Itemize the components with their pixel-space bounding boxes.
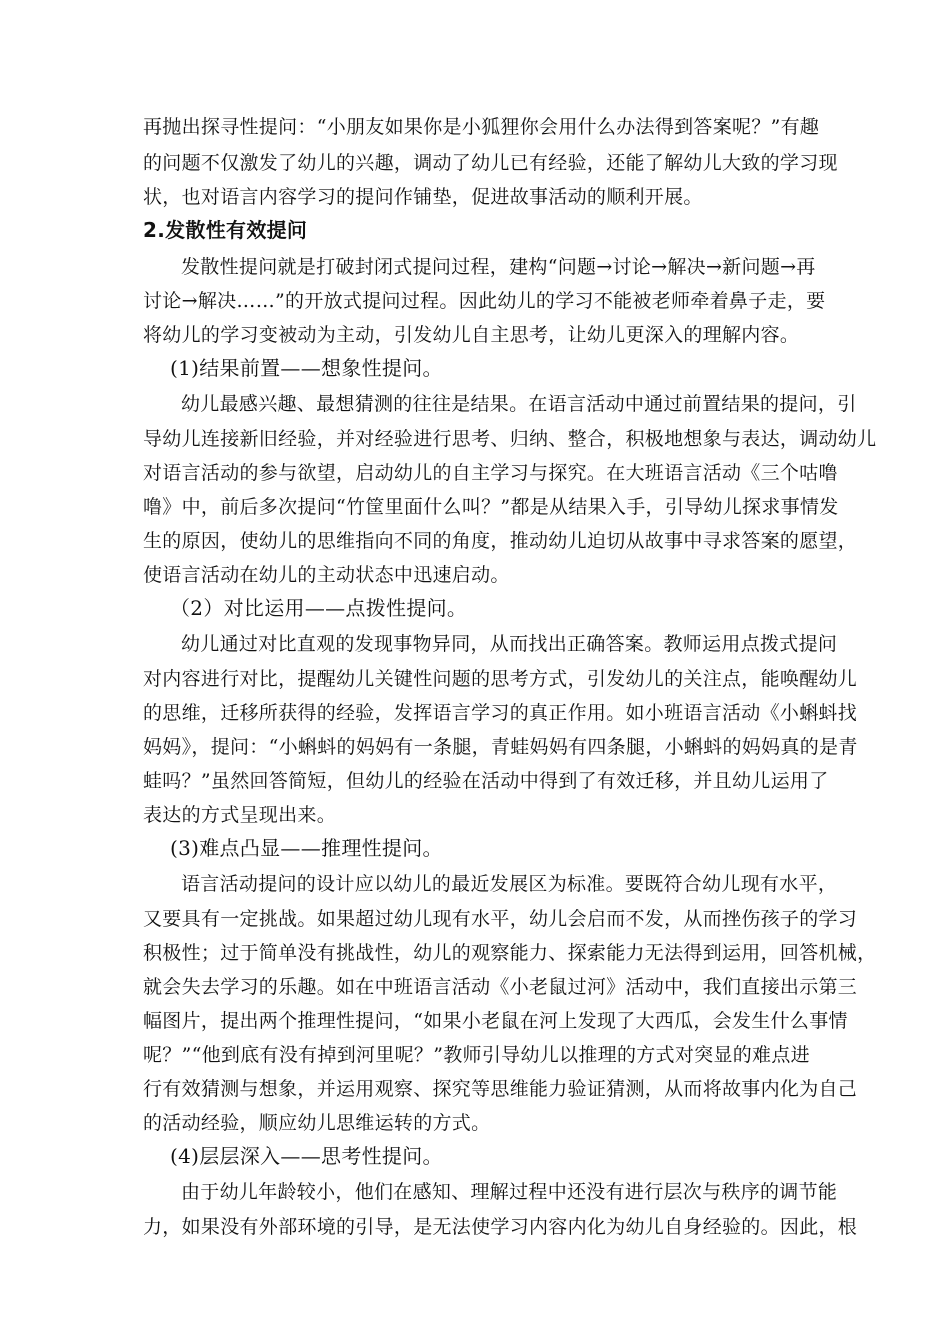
para-3-line-1: 语言活动提问的设计应以幼儿的最近发展区为标准。要既符合幼儿现有水平， [181, 873, 838, 895]
section-2-line-2: 讨论→解决……”的开放式提问过程。因此幼儿的学习不能被老师牵着鼻子走，要 [143, 290, 826, 312]
subheading-4: (4)层层深入——思考性提问。 [170, 1144, 443, 1168]
subheading-2: （2）对比运用——点拨性提问。 [170, 596, 468, 620]
para-2-line-6: 表达的方式呈现出来。 [143, 804, 337, 826]
intro-line-2: 的问题不仅激发了幼儿的兴趣，调动了幼儿已有经验，还能了解幼儿大致的学习现 [143, 152, 838, 174]
para-3-line-8: 的活动经验，顺应幼儿思维运转的方式。 [143, 1112, 491, 1134]
para-4-line-1: 由于幼儿年龄较小，他们在感知、理解过程中还没有进行层次与秩序的调节能 [181, 1181, 838, 1203]
para-2-line-4: 妈妈》，提问：“小蝌蚪的妈妈有一条腿，青蛙妈妈有四条腿，小蝌蚪的妈妈真的是青 [143, 736, 858, 758]
para-1-line-1: 幼儿最感兴趣、最想猜测的往往是结果。在语言活动中通过前置结果的提问，引 [181, 393, 857, 415]
para-3-line-3: 积极性；过于简单没有挑战性，幼儿的观察能力、探索能力无法得到运用，回答机械， [143, 942, 877, 964]
subheading-3: (3)难点凸显——推理性提问。 [170, 836, 443, 860]
para-1-line-3: 对语言活动的参与欲望，启动幼儿的自主学习与探究。在大班语言活动《三个咕噜 [143, 462, 838, 484]
para-1-line-4: 噜》中，前后多次提问“竹筐里面什么叫？”都是从结果入手，引导幼儿探求事情发 [143, 496, 839, 518]
section-2-line-1: 发散性提问就是打破封闭式提问过程，建构“问题→讨论→解决→新问题→再 [181, 256, 816, 278]
section-2-line-3: 将幼儿的学习变被动为主动，引发幼儿自主思考，让幼儿更深入的理解内容。 [143, 324, 800, 346]
intro-line-1: 再抛出探寻性提问：“小朋友如果你是小狐狸你会用什么办法得到答案呢？”有趣 [143, 116, 820, 138]
section-heading: 2.发散性有效提问 [143, 218, 308, 242]
para-2-line-1: 幼儿通过对比直观的发现事物异同，从而找出正确答案。教师运用点拨式提问 [181, 633, 838, 655]
para-1-line-5: 生的原因，使幼儿的思维指向不同的角度，推动幼儿迫切从故事中寻求答案的愿望， [143, 530, 858, 552]
para-4-line-2: 力，如果没有外部环境的引导，是无法使学习内容内化为幼儿自身经验的。因此，根 [143, 1216, 858, 1238]
para-3-line-4: 就会失去学习的乐趣。如在中班语言活动《小老鼠过河》活动中，我们直接出示第三 [143, 976, 858, 998]
intro-line-3: 状，也对语言内容学习的提问作铺垫，促进故事活动的顺利开展。 [143, 186, 703, 208]
para-3-line-7: 行有效猜测与想象，并运用观察、探究等思维能力验证猜测，从而将故事内化为自己 [143, 1078, 858, 1100]
para-1-line-6: 使语言活动在幼儿的主动状态中迅速启动。 [143, 564, 510, 586]
para-1-line-2: 导幼儿连接新旧经验，并对经验进行思考、归纳、整合，积极地想象与表达，调动幼儿 [143, 428, 877, 450]
para-3-line-2: 又要具有一定挑战。如果超过幼儿现有水平，幼儿会启而不发，从而挫伤孩子的学习 [143, 908, 858, 930]
subheading-1: (1)结果前置——想象性提问。 [170, 356, 443, 380]
para-2-line-3: 的思维，迁移所获得的经验，发挥语言学习的真正作用。如小班语言活动《小蝌蚪找 [143, 702, 858, 724]
para-2-line-5: 蛙吗？”虽然回答简短，但幼儿的经验在活动中得到了有效迁移，并且幼儿运用了 [143, 770, 829, 792]
para-3-line-5: 幅图片，提出两个推理性提问，“如果小老鼠在河上发现了大西瓜，会发生什么事情 [143, 1010, 848, 1032]
para-2-line-2: 对内容进行对比，提醒幼儿关键性问题的思考方式，引发幼儿的关注点，能唤醒幼儿 [143, 668, 858, 690]
para-3-line-6: 呢？”“他到底有没有掉到河里呢？”教师引导幼儿以推理的方式对突显的难点进 [143, 1044, 810, 1066]
